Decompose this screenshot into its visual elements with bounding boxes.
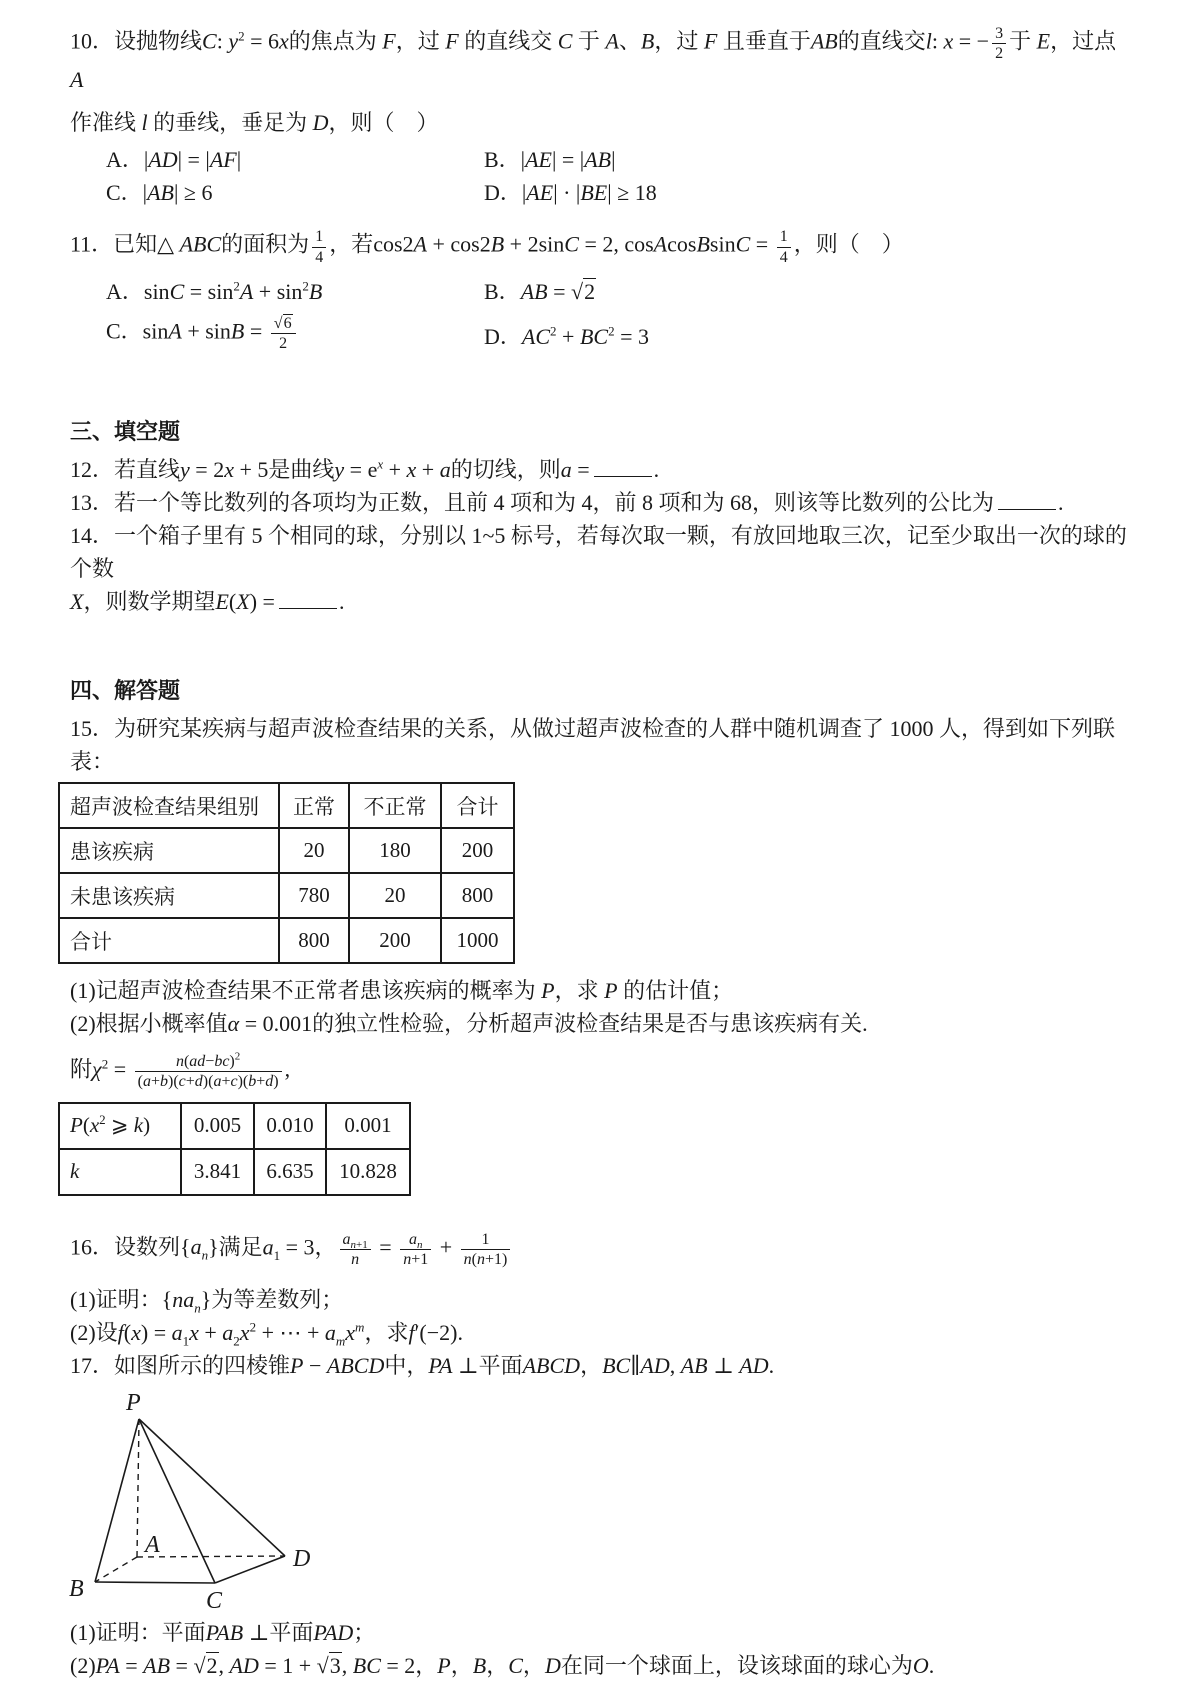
table-cell: 200 <box>441 828 514 873</box>
question-17-part-1: (1)证明：平面PAB ⊥平面PAD； <box>70 1619 376 1645</box>
question-15-part-2: (2)根据小概率值α = 0.001的独立性检验，分析超声波检查结果是否与患该疾病有关. <box>70 1011 868 1037</box>
question-10-option-d: D．|AE| · |BE| ≥ 18 <box>484 180 657 206</box>
table-cell: 不正常 <box>349 783 441 828</box>
question-16-part-2: (2)设$f(x) = a_1x + a_2x^2$ + ⋯ + $a_mx^m$，求f′(−2). <box>70 1319 463 1349</box>
pyramid-figure <box>62 1386 372 1614</box>
table-cell: 6.635 <box>254 1149 326 1195</box>
table-cell: 0.005 <box>181 1103 254 1149</box>
question-15-part-1: (1)记超声波检查结果不正常者患该疾病的概率为 P，求 P 的估计值； <box>70 978 734 1004</box>
edge-pa <box>137 1419 139 1557</box>
table-cell: $P(x^2$ ⩾ k) <box>59 1103 181 1149</box>
table-cell: 20 <box>349 873 441 918</box>
question-10-option-a: A．|AD| = |AF| <box>106 147 242 173</box>
question-10-options-row-1 <box>106 143 1134 176</box>
pyramid-hidden-edges <box>95 1419 285 1582</box>
question-17-part-2: (2)PA = AB = √2, AD = 1 + √3, BC = 2，P，B，C，D在同一个球面上，设该球面的球心为O. <box>70 1652 935 1678</box>
vertex-label-b: B <box>69 1575 84 1602</box>
question-15-intro: 15．为研究某疾病与超声波检查结果的关系，从做过超声波检查的人群中随机调查了 1000 人，得到如下列联表： <box>70 716 1116 775</box>
question-16-line-1: 16．设数列$\{a_n\}$满足$a_1 = 3$， $\frac{a_{n+1}}{n}$ = $\frac{a_n}{n+1}$ + $\frac{1}{n(n+1)}$ <box>70 1230 1134 1269</box>
vertex-label-d: D <box>293 1545 311 1572</box>
edge-pc <box>139 1419 215 1583</box>
question-10-line-2: 作准线 l 的垂线，垂足为 D，则（ ） <box>70 110 439 136</box>
table-cell: 3.841 <box>181 1149 254 1195</box>
question-11-options-row-1 <box>106 275 1134 308</box>
question-10-option-b: B．|AE| = |AB| <box>484 147 616 173</box>
question-16-part-1: (1)证明：$\{na_n\}$为等差数列； <box>70 1286 344 1316</box>
vertex-label-c: C <box>206 1587 223 1614</box>
question-10-line-1: 10．设抛物线C: $y^2 = 6x$的焦点为 F，过 F 的直线交 C 于 A、B，过 F 且垂直于AB的直线交l: x = − $\frac{3}{2}$ 于 E，过点 A <box>70 25 1117 93</box>
vertex-label-p: P <box>126 1389 141 1416</box>
question-13: 13．若一个等比数列的各项均为正数，且前 4 项和为 4，前 8 项和为 68，则该等比数列的公比为 . <box>70 486 1134 519</box>
table-cell: 超声波检查结果组别 <box>59 783 279 828</box>
question-11-option-a: A．$\sin C = \sin^2A + \sin^2B$ <box>106 278 323 304</box>
edge-pd <box>139 1419 285 1556</box>
table-cell: 1000 <box>441 918 514 963</box>
contingency-table <box>58 782 515 964</box>
pyramid-vertex-labels <box>69 1390 310 1614</box>
table-cell: 合计 <box>441 783 514 828</box>
table-cell: 200 <box>349 918 441 963</box>
table-cell: 合计 <box>59 918 279 963</box>
table-cell: 800 <box>441 873 514 918</box>
table-cell: 0.001 <box>326 1103 410 1149</box>
question-14-line-2: X，则数学期望E(X) = . <box>70 585 1134 618</box>
table-cell: 800 <box>279 918 349 963</box>
table-row <box>59 1103 410 1149</box>
table-cell: 正常 <box>279 783 349 828</box>
pyramid-solid-edges <box>95 1419 285 1583</box>
table-row <box>59 828 514 873</box>
vertex-label-a: A <box>145 1531 160 1558</box>
table-cell: 780 <box>279 873 349 918</box>
question-14-line-1: 14．一个箱子里有 5 个相同的球，分别以 1~5 标号，若每次取一颗，有放回地取三次，记至少取出一次的球的个数 <box>70 523 1127 582</box>
question-11-option-c: C．sinA + sinB = $\frac{√6}{2}$ <box>106 314 484 353</box>
table-cell: 180 <box>349 828 441 873</box>
question-11-options-row-2 <box>106 314 1134 353</box>
table-row <box>59 1149 410 1195</box>
question-11-option-b: B．AB = √2 <box>484 278 596 304</box>
chi-square-formula: 附$\chi^2$ = $\frac{n(ad-bc)^2}{(a+b)(c+d)(a+c)(b+d)}$ , <box>70 1050 291 1091</box>
question-11-option-d: D．$AC^2 + BC^2 = 3$ <box>484 323 649 350</box>
table-cell: 患该疾病 <box>59 828 279 873</box>
table-row <box>59 918 514 963</box>
table-cell: 0.010 <box>254 1103 326 1149</box>
question-12: 12．若直线y = 2x + 5是曲线$y = e^x + x + a$的切线，则a = . <box>70 453 1134 486</box>
section-title-answer: 四、解答题 <box>70 678 181 704</box>
table-row <box>59 873 514 918</box>
table-row <box>59 783 514 828</box>
question-10-option-c: C．|AB| ≥ 6 <box>106 180 213 206</box>
table-cell: 20 <box>279 828 349 873</box>
question-11-line-1: 11．已知△ ABC的面积为 $\frac{1}{4}$ ，若cos2A + cos2B + 2sinC = 2, cosAcosBsinC = $\frac{1}{4}$ ，则（ ） <box>70 228 904 266</box>
critical-value-table <box>58 1102 411 1196</box>
edge-bc <box>95 1582 215 1583</box>
table-cell: 10.828 <box>326 1149 410 1195</box>
edge-cd <box>215 1556 285 1583</box>
section-title-fill-in: 三、填空题 <box>70 419 181 445</box>
table-cell: k <box>59 1149 181 1195</box>
question-10-options-row-2 <box>106 176 1134 209</box>
question-17-line-1: 17．如图所示的四棱锥P − ABCD中，PA ⊥平面ABCD，BC∥AD, AB ⊥ AD. <box>70 1352 775 1378</box>
edge-pb <box>95 1419 139 1582</box>
table-cell: 未患该疾病 <box>59 873 279 918</box>
